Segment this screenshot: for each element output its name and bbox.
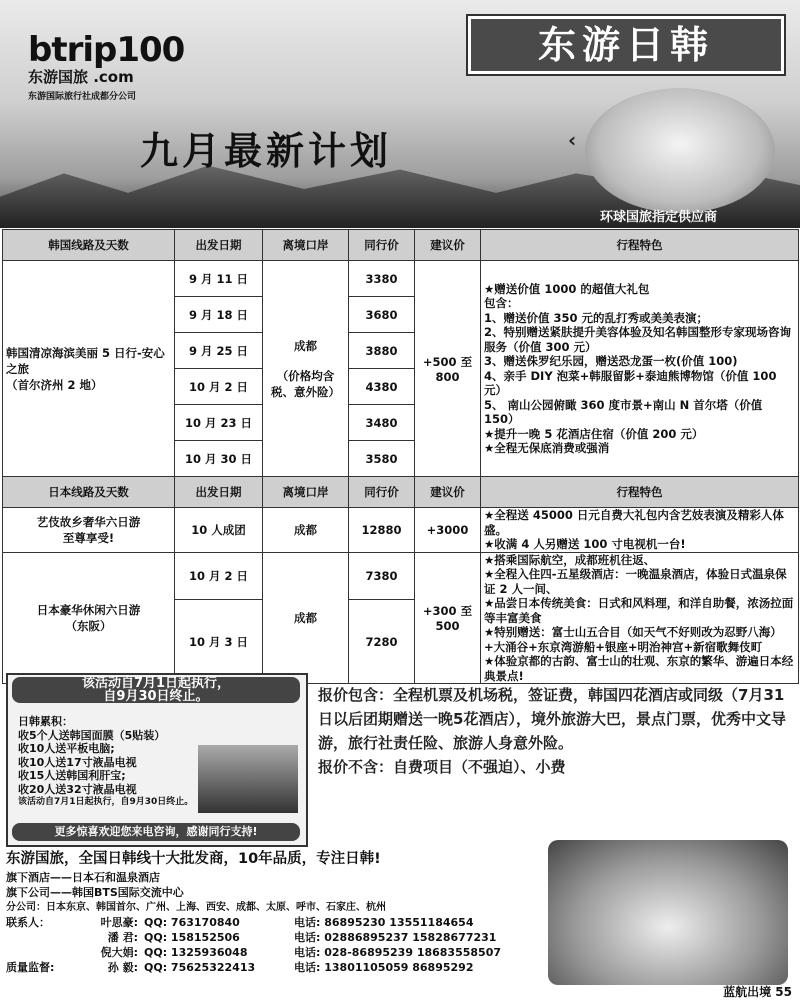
japan-route: 艺伎故乡奢华六日游 至尊享受! [3,508,175,553]
header-banner [0,0,800,228]
food-photo [548,840,788,985]
promo-photo [198,745,298,813]
price-exclude: 报价不含：自费项目（不强迫）、小费 [318,758,566,776]
japan-header-row [3,477,799,508]
col-header: 出发日期 [175,230,263,261]
promo-title: 该活动自7月1日起执行， 自9月30日终止。 [12,677,300,703]
contact-qq[interactable]: QQ: 158152506 [144,931,240,944]
brand-title: 东游日韩 [468,16,784,74]
col-header: 行程特色 [481,477,799,508]
contact-row [6,915,566,930]
contact-role [6,930,68,945]
suggest-price: +3000 [415,508,481,553]
supplier-label: 环球国旅指定供应商 [600,210,718,225]
contact-qq[interactable]: QQ: 1325936048 [144,946,248,959]
trade-price: 3880 [349,333,415,369]
trade-price: 12880 [349,508,415,553]
col-header: 建议价 [415,477,481,508]
contact-name: 叶思豪: [100,916,138,929]
tour-table [2,229,799,684]
suggest-price: +300 至 500 [415,552,481,684]
list-item: 收20人送32寸液晶电视 [18,782,137,796]
list-item: 该活动自7月1日起执行，自9月30日终止。 [18,797,194,807]
page-headline: 九月最新计划 [140,128,393,173]
list-item: 收10人送17寸液晶电视 [18,755,137,769]
company-line: 旗下公司——韩国BTS国际交流中心 [6,886,184,899]
promo-box [6,673,308,847]
col-header: 行程特色 [481,230,799,261]
korea-features: ★赠送价值 1000 的超值大礼包 包含： 1、赠送价值 350 元的乱打秀或美美表演； 2、特别赠送紧肤提升美容体验及知名韩国整形专家现场咨询服务（价值 300 元） 3、赠送侏罗纪乐园，赠送恐龙蛋一枚(价值 100) 4、亲手 DIY 泡菜+韩服留影+泰迪熊博物馆（价值 100 元） 5、 南山公园俯瞰 360 度市景+南山 N 首尔塔（价值 150） ★提升一晚 5 花酒店住宿（价值 200 元） ★全程无保底消费或强消 [481,261,799,477]
contact-role: 质量监督: [6,961,55,974]
departure-date: 9 月 11 日 [175,261,263,297]
contact-role: 联系人： [6,916,50,929]
departure-date: 10 人成团 [175,508,263,553]
col-header: 建议价 [415,230,481,261]
table-row [3,261,799,297]
promo-list [18,715,193,810]
trade-price: 3580 [349,441,415,477]
contact-section [6,848,566,975]
col-header: 离境口岸 [263,477,349,508]
departure-date: 9 月 18 日 [175,297,263,333]
departure-date: 10 月 3 日 [175,600,263,684]
col-header: 出发日期 [175,477,263,508]
table-row [3,508,799,553]
trade-price: 7380 [349,552,415,600]
col-header: 日本线路及天数 [3,477,175,508]
departure-date: 9 月 25 日 [175,333,263,369]
trade-price: 3680 [349,297,415,333]
korea-route: 韩国清凉海滨美丽 5 日行-安心之旅 （首尔济州 2 地） [3,261,175,477]
trade-price: 7280 [349,600,415,684]
col-header: 韩国线路及天数 [3,230,175,261]
contact-role [6,945,68,960]
contact-row [6,930,566,945]
japan-features: ★全程送 45000 日元自费大礼包内含艺妓表演及精彩人体盛。 ★收满 4 人另赠送 100 寸电视机一台! [481,508,799,553]
contact-qq[interactable]: QQ: 75625322413 [144,961,256,974]
page-footer: 蓝航出境 55 [723,985,792,999]
contact-row [6,945,566,960]
col-header: 离境口岸 [263,230,349,261]
promo-footer: 更多惊喜欢迎您来电咨询，感谢同行支持! [12,823,300,841]
table-row [3,552,799,600]
logo-cn: 东游国旅 .com [28,68,134,86]
logo[interactable] [28,30,184,102]
price-info [318,683,788,779]
departure-date: 10 月 30 日 [175,441,263,477]
logo-main: btrip100 [28,30,185,70]
slogan: 东游国旅，全国日韩线十大批发商，10年品质，专注日韩! [6,851,381,867]
list-item: 收5个人送韩国面膜（5贴装） [18,728,166,742]
japan-features: ★搭乘国际航空，成都班机往返、 ★全程入住四-五星级酒店：一晚温泉酒店，体验日式温泉保证 2 人一间、 ★品尝日本传统美食：日式和风料理，和洋自助餐，浓汤拉面等丰富美食 ★特别赠送：富士山五合目（如天气不好则改为忍野八海）+大涌谷+东京湾游船+银座+明治神宫+新宿歌舞伎町 ★体验京都的古韵、富士山的壮观、东京的繁华、游遍日本经典景点! [481,552,799,684]
contact-tel[interactable]: 电话: 86895230 13551184654 [294,916,474,929]
hotel-line: 旗下酒店——日本石和温泉酒店 [6,871,160,884]
departure-date: 10 月 2 日 [175,369,263,405]
chevron-left-icon: ‹ [568,128,577,152]
list-item: 收10人送平板电脑; [18,742,115,755]
departure-date: 10 月 23 日 [175,405,263,441]
contact-name: 倪大娟: [100,946,138,959]
korea-header-row [3,230,799,261]
col-header: 同行价 [349,477,415,508]
contact-row [6,960,566,975]
contact-name: 孙 毅: [107,961,138,974]
contact-qq[interactable]: QQ: 763170840 [144,916,240,929]
branches-line: 分公司：日本东京、韩国首尔、广州、上海、西安、成都、太原、呼市、石家庄、杭州 [6,902,386,913]
japan-port: 成都 [263,552,349,684]
list-item: 日韩累积： [18,715,73,728]
departure-date: 10 月 2 日 [175,552,263,600]
contact-tel[interactable]: 电话: 13801105059 86895292 [294,961,474,974]
col-header: 同行价 [349,230,415,261]
contact-tel[interactable]: 电话: 02886895237 15828677231 [294,931,497,944]
trade-price: 3480 [349,405,415,441]
korea-suggest-price: +500 至 800 [415,261,481,477]
logo-company: 东游国际旅行社成都分公司 [28,92,137,102]
decor-circle-image [585,88,775,213]
contact-tel[interactable]: 电话: 028-86895239 18683558507 [294,946,502,959]
contact-name: 潘 君: [107,931,138,944]
list-item: 收15人送韩国利肝宝; [18,769,126,782]
trade-price: 3380 [349,261,415,297]
trade-price: 4380 [349,369,415,405]
korea-port: 成都 （价格均含税、意外险） [263,261,349,477]
japan-port: 成都 [263,508,349,553]
japan-route: 日本豪华休闲六日游 （东阪） [3,552,175,684]
price-include: 报价包含：全程机票及机场税，签证费，韩国四花酒店或同级（7月31日以后团期赠送一晚5花酒店），境外旅游大巴，景点门票，优秀中文导游，旅行社责任险、旅游人身意外险。 [318,686,786,752]
